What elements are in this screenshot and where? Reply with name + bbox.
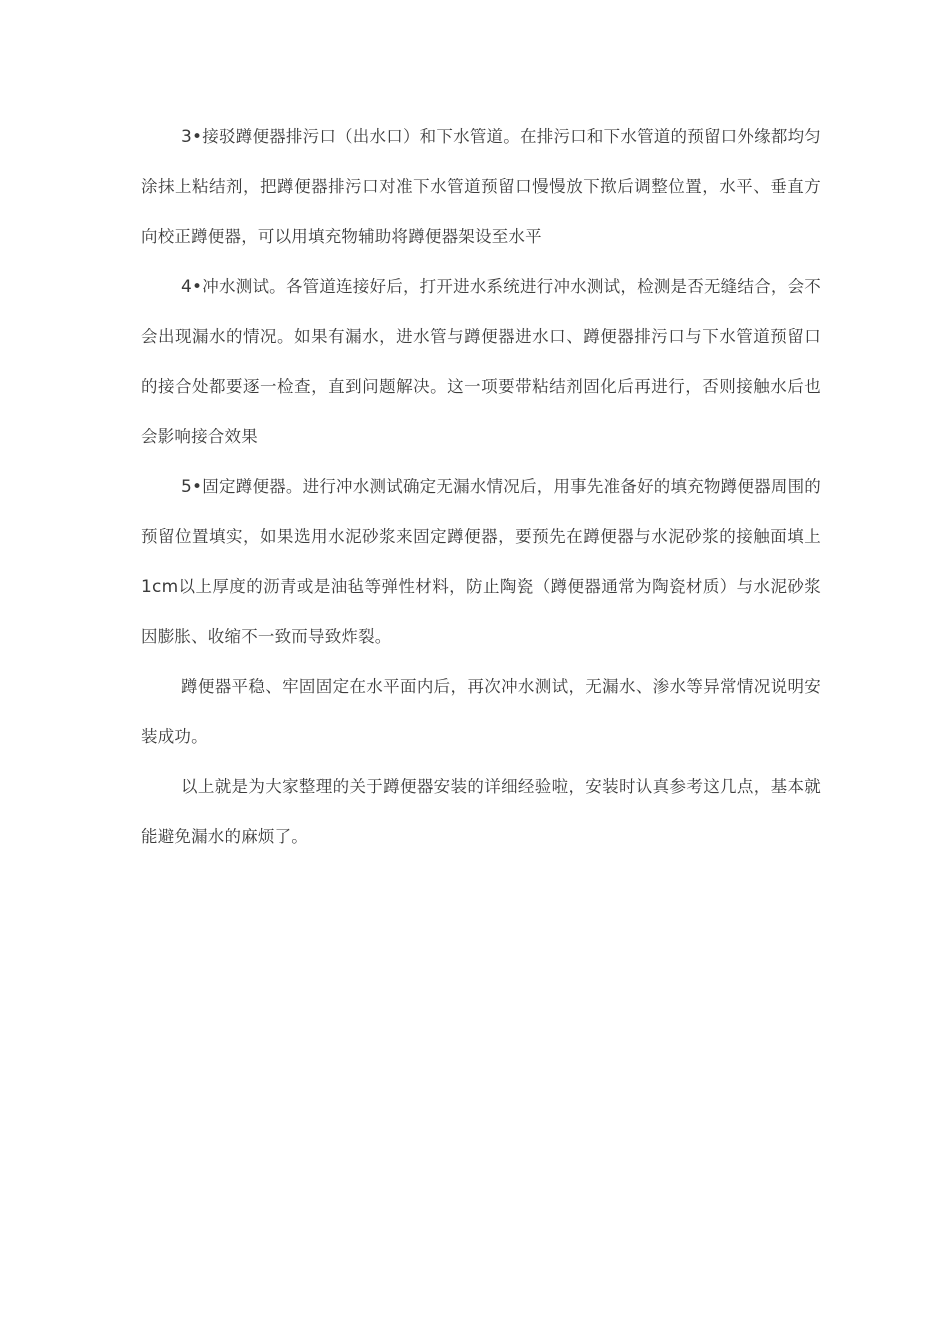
paragraph-text: 以上就是为大家整理的关于蹲便器安装的详细经验啦，安装时认真参考这几点，基本就能避免漏水的麻烦了。 (141, 777, 821, 846)
paragraph-text: 蹲便器平稳、牢固固定在水平面内后，再次冲水测试，无漏水、渗水等异常情况说明安装成功。 (141, 677, 821, 746)
paragraph-text: 接驳蹲便器排污口（出水口）和下水管道。在排污口和下水管道的预留口外缘都均匀涂抹上粘结剂，把蹲便器排污口对准下水管道预留口慢慢放下揿后调整位置，水平、垂直方向校正蹲便器，可以用填充物辅助将蹲便器架设至水平 (141, 127, 821, 246)
paragraph-text: 固定蹲便器。进行冲水测试确定无漏水情况后，用事先准备好的填充物蹲便器周围的预留位置填实，如果选用水泥砂浆来固定蹲便器，要预先在蹲便器与水泥砂浆的接触面填上 (141, 477, 821, 546)
paragraph-step-5 (141, 462, 821, 662)
step-number: 5• (181, 477, 203, 497)
paragraph-result (141, 662, 821, 762)
document-body (141, 112, 821, 862)
paragraph-step-3 (141, 112, 821, 262)
step-number: 3• (181, 127, 203, 147)
paragraph-text: 冲水测试。各管道连接好后，打开进水系统进行冲水测试，检测是否无缝结合，会不会出现漏水的情况。如果有漏水，进水管与蹲便器进水口、蹲便器排污口与下水管道预留口的接合处都要逐一检查，直到问题解决。这一项要带粘结剂固化后再进行，否则接触水后也会影响接合效果 (141, 277, 821, 446)
paragraph-step-4 (141, 262, 821, 462)
paragraph-conclusion (141, 762, 821, 862)
step-number: 4• (181, 277, 203, 297)
paragraph-text: 以上厚度的沥青或是油毡等弹性材料，防止陶瓷（蹲便器通常为陶瓷材质）与水泥砂浆因膨胀、收缩不一致而导致炸裂。 (141, 577, 821, 646)
measurement-value: 1cm (141, 577, 179, 597)
